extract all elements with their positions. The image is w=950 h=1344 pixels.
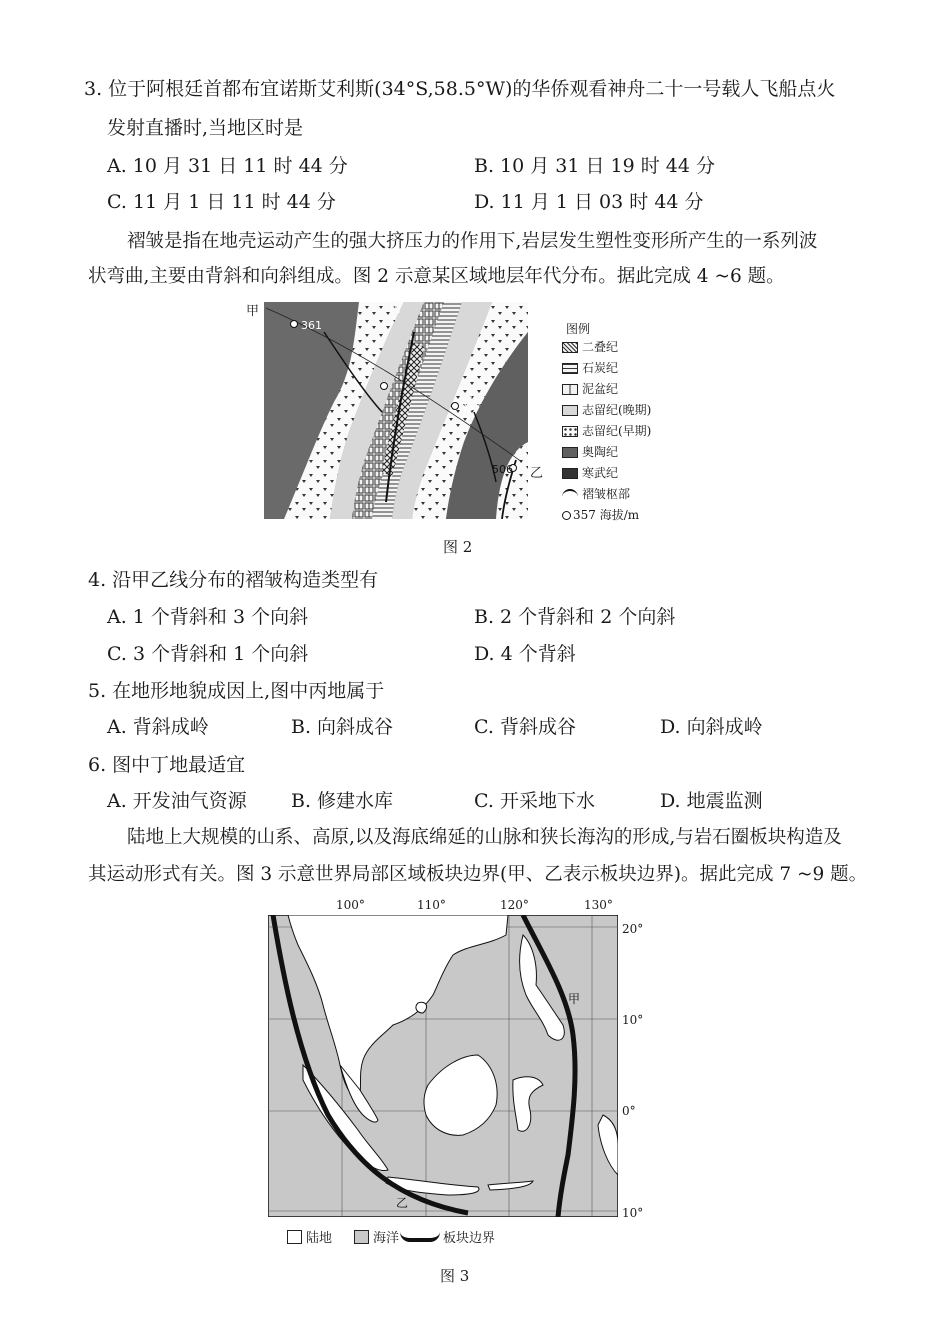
legend-early-silurian-label: 志留纪(早期) [582,424,652,438]
legend-ocean-swatch [354,1230,369,1244]
legend-fold-axis-label: 褶皱枢部 [582,487,631,501]
plate-boundary-line-icon [400,1232,440,1242]
fig2-elev-361: 361 [301,319,322,332]
fig3-legend-ocean [354,1227,399,1246]
fold-axis-line-icon [562,489,578,499]
q5-stem: 5. 在地形地貌成因上,图中丙地属于 [88,680,385,702]
q3-option-d: D. 11 月 1 日 03 时 44 分 [474,191,704,213]
legend-permian-label: 二叠纪 [582,340,619,354]
legend-elevation-label: 357 海拔/m [573,508,640,522]
fold-intro-line1: 褶皱是指在地壳运动产生的强大挤压力的作用下,岩层发生塑性变形所产生的一系列波 [127,231,818,252]
q4-option-d: D. 4 个背斜 [474,643,576,665]
fig2-elev-357: 357 [460,401,481,414]
fig3-label-yi: 乙 [396,1196,409,1210]
legend-land-label: 陆地 [306,1231,333,1246]
legend-devonian-label: 泥盆纪 [582,382,619,396]
fig2-label-jia: 甲 [246,304,260,319]
fig3-lat-0: 0° [622,1104,636,1118]
plate-intro-line1: 陆地上大规模的山系、高原,以及海底绵延的山脉和狭长海沟的形成,与岩石圈板块构造及 [127,827,842,848]
q6-option-d: D. 地震监测 [660,790,763,812]
legend-early-silurian [562,424,651,438]
legend-cambrian-swatch [562,468,578,479]
fig3-legend-land [287,1227,332,1246]
q4-option-a: A. 1 个背斜和 3 个向斜 [107,606,309,628]
fig2-geologic-map-svg [264,302,528,519]
fig3-legend-boundary [400,1227,495,1246]
q3-stem-line2: 发射直播时,当地区时是 [107,117,304,139]
fig3-lon-110: 110° [417,898,446,912]
q6-option-a: A. 开发油气资源 [107,790,247,812]
fig2-label-ding: 丁 [465,387,478,401]
fig3-lat-10n: 10° [622,1013,644,1027]
legend-carboniferous-label: 石炭纪 [582,361,619,375]
fig2-label-bing: 丙 [390,302,401,315]
plate-intro-line2: 其运动形式有关。图 3 示意世界局部区域板块边界(甲、乙表示板块边界)。据此完成 7 ~9 题。 [88,864,868,885]
legend-cambrian [562,466,618,480]
fig3-label-jia: 甲 [568,992,581,1006]
q5-option-c: C. 背斜成谷 [474,716,576,738]
legend-cambrian-label: 寒武纪 [582,466,619,480]
fig3-lon-100: 100° [336,898,365,912]
fig2-elev-506: 506 [492,463,513,476]
q5-option-d: D. 向斜成岭 [660,716,763,738]
q3-option-b: B. 10 月 31 日 19 时 44 分 [474,155,716,177]
q6-option-b: B. 修建水库 [291,790,394,812]
fold-intro-line2: 状弯曲,主要由背斜和向斜组成。图 2 示意某区域地层年代分布。据此完成 4 ~6 题。 [88,266,785,287]
fig3-map [268,915,618,1217]
legend-carboniferous [562,361,618,375]
legend-boundary-label: 板块边界 [443,1231,496,1246]
legend-permian-swatch [562,342,578,353]
fig3-lat-10s: 10° [622,1206,644,1220]
legend-elevation [562,508,639,522]
fig3-lat-20n: 20° [622,922,644,936]
legend-carboniferous-swatch [562,363,578,374]
q4-stem: 4. 沿甲乙线分布的褶皱构造类型有 [88,569,379,591]
q3-option-a: A. 10 月 31 日 11 时 44 分 [107,155,348,177]
q3-option-c: C. 11 月 1 日 11 时 44 分 [107,191,336,213]
elevation-point-icon [562,511,571,520]
q4-option-b: B. 2 个背斜和 2 个向斜 [474,606,676,628]
legend-devonian-swatch [562,384,578,395]
legend-early-silurian-swatch [562,426,578,437]
legend-land-swatch [287,1230,302,1244]
legend-ordovician [562,445,618,459]
legend-ordovician-label: 奥陶纪 [582,445,619,459]
legend-devonian [562,382,618,396]
legend-late-silurian [562,403,651,417]
fig3-lon-120: 120° [500,898,529,912]
q6-stem: 6. 图中丁地最适宜 [88,754,246,776]
fig3-caption: 图 3 [440,1267,470,1285]
fig2-map [264,302,528,519]
legend-ordovician-swatch [562,447,578,458]
fig2-caption: 图 2 [443,538,473,556]
legend-fold-axis [562,487,630,501]
legend-late-silurian-label: 志留纪(晚期) [582,403,652,417]
legend-ocean-label: 海洋 [373,1231,400,1246]
fig2-label-yi: 乙 [530,466,544,481]
q5-option-b: B. 向斜成谷 [291,716,394,738]
q6-option-c: C. 开采地下水 [474,790,595,812]
q3-stem-line1: 3. 位于阿根廷首都布宜诺斯艾利斯(34°S,58.5°W)的华侨观看神舟二十一号载人飞船点火 [84,78,836,100]
legend-permian [562,340,618,354]
q5-option-a: A. 背斜成岭 [107,716,209,738]
q4-option-c: C. 3 个背斜和 1 个向斜 [107,643,309,665]
fig3-lon-130: 130° [584,898,613,912]
fig2-legend-title: 图例 [566,322,591,336]
fig3-plate-map-svg [268,915,618,1217]
legend-late-silurian-swatch [562,405,578,416]
